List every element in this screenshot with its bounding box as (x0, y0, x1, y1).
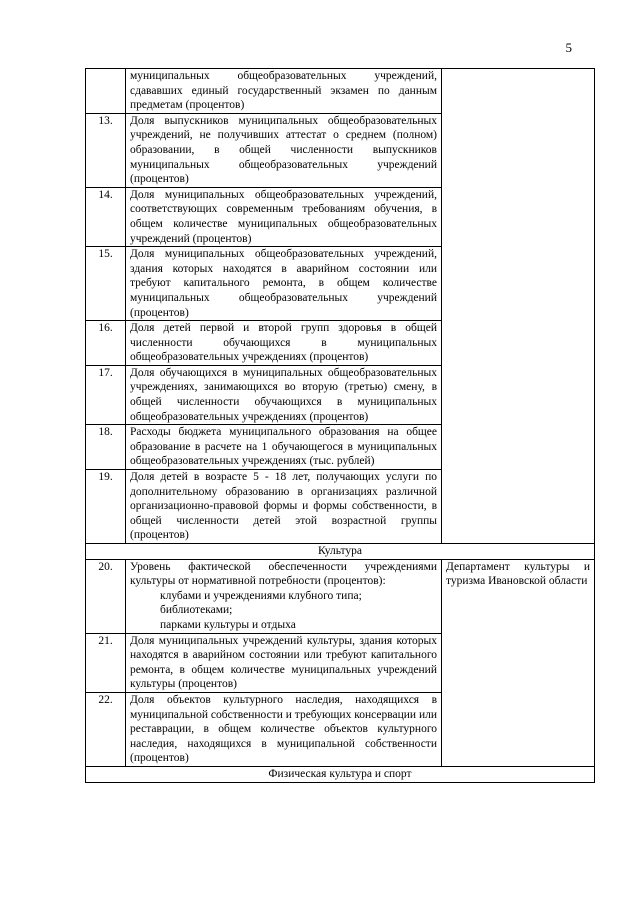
row-text (126, 559, 442, 633)
page-number: 5 (565, 40, 572, 55)
row-number (86, 69, 126, 114)
row-text: Доля муниципальных общеобразовательных учреждений, соответствующих современным требованиям обучения, в общем количестве муниципальных общеобразовательных учреждений (процентов) (126, 187, 442, 246)
table-row (86, 69, 595, 114)
row-number: 19. (86, 470, 126, 544)
section-row (86, 766, 595, 782)
department-cell (442, 69, 595, 544)
row-number: 18. (86, 425, 126, 470)
indicators-table (85, 68, 595, 783)
sub-item: клубами и учреждениями клубного типа; (160, 589, 362, 602)
section-heading-culture: Культура (86, 544, 595, 560)
table-row (86, 559, 595, 633)
row-text: Доля муниципальных учреждений культуры, здания которых находятся в аварийном состоянии или требуют капитального ремонта, в общем количестве муниципальных учреждений культуры (процентов) (126, 633, 442, 692)
row-number: 20. (86, 559, 126, 633)
row-number: 13. (86, 113, 126, 187)
row-text: Доля детей первой и второй групп здоровья в общей численности обучающихся в муниципальных общеобразовательных учреждениях (процентов) (126, 321, 442, 366)
row-number: 16. (86, 321, 126, 366)
row-text: Доля обучающихся в муниципальных общеобразовательных учреждениях, занимающихся во вторую (третью) смену, в общей численности обучающихся в муниципальных общеобразовательных учреждениях (процентов) (126, 365, 442, 424)
row-text: Доля муниципальных общеобразовательных учреждений, здания которых находятся в аварийном состоянии или требуют капитального ремонта, в общем количестве муниципальных общеобразовательных учреждений (процентов) (126, 247, 442, 321)
row-text: муниципальных общеобразовательных учреждений, сдававших единый государственный экзамен по данным предметам (процентов) (126, 69, 442, 114)
row-number: 14. (86, 187, 126, 246)
row-text: Доля объектов культурного наследия, находящихся в муниципальной собственности и требующих консервации или реставрации, в общем количестве объектов культурного наследия, находящихся в муниципальной собственности (процентов) (126, 692, 442, 766)
row-text: Доля выпускников муниципальных общеобразовательных учреждений, не получивших аттестат о среднем (полном) образовании, в общей численности выпускников муниципальных общеобразовательных учреждений (процентов) (126, 113, 442, 187)
row-number: 17. (86, 365, 126, 424)
row-number: 15. (86, 247, 126, 321)
row-text: Доля детей в возрасте 5 - 18 лет, получающих услуги по дополнительному образованию в организациях различной организационно-правовой формы и формы собственности, в общей численности детей этой возрастной группы (процентов) (126, 470, 442, 544)
row-text-main: Уровень фактической обеспеченности учреждениями культуры от нормативной потребности (процентов): (130, 560, 437, 588)
sub-item: парками культуры и отдыха (160, 618, 296, 631)
row-text: Расходы бюджета муниципального образования на общее образование в расчете на 1 обучающегося в муниципальных общеобразовательных учреждениях (тыс. рублей) (126, 425, 442, 470)
section-row (86, 544, 595, 560)
sub-item: библиотеками; (160, 604, 233, 617)
section-heading-sport: Физическая культура и спорт (86, 766, 595, 782)
department-cell: Департамент культуры и туризма Ивановской области (442, 559, 595, 766)
row-number: 21. (86, 633, 126, 692)
row-number: 22. (86, 692, 126, 766)
